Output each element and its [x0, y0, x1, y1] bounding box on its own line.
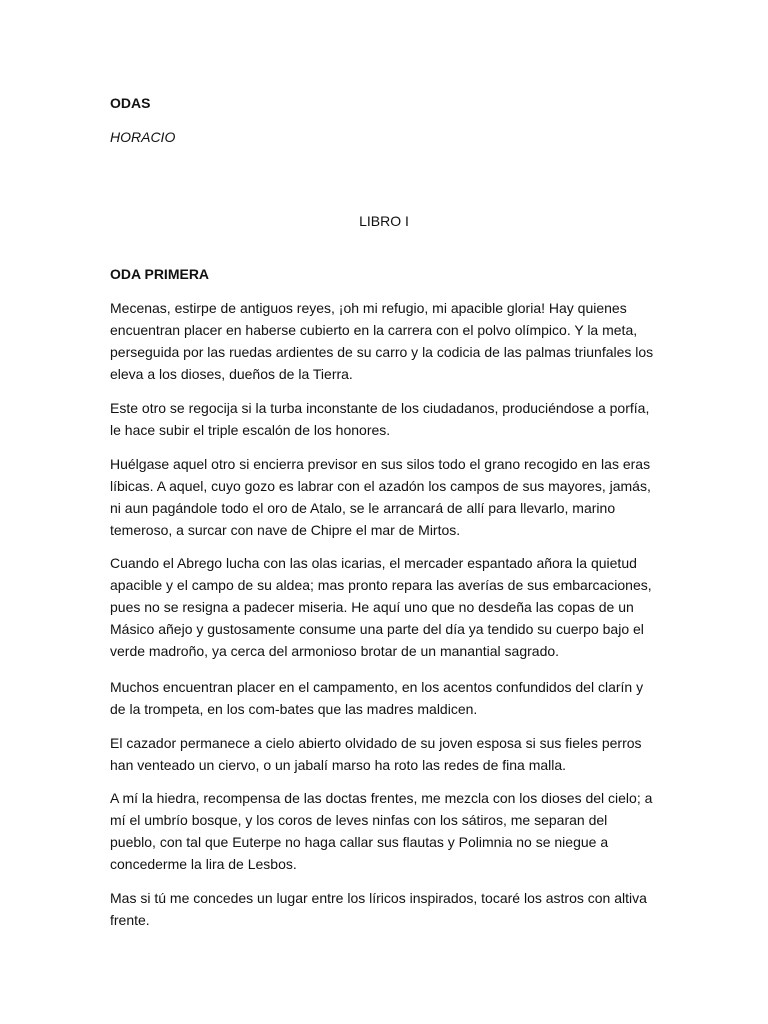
paragraph: Cuando el Abrego lucha con las olas icarias, el mercader espantado añora la quietud apacible y el campo de su aldea; mas pronto repara las averías de sus embarcaciones, pues no se resigna a padecer miseria. He aquí uno que no desdeña las copas de un Másico añejo y gustosamente consume una parte del día ya tendido su cuerpo bajo el verde madroño, ya cerca del armonioso brotar de un manantial sagrado.	[110, 555, 652, 659]
ode-heading: ODA PRIMERA	[110, 266, 210, 282]
paragraph: Este otro se regocija si la turba inconstante de los ciudadanos, produciéndose a porfía, le hace subir el triple escalón de los honores.	[110, 400, 650, 438]
paragraph: Mecenas, estirpe de antiguos reyes, ¡oh mi refugio, mi apacible gloria! Hay quienes encuentran placer en haberse cubierto en la carrera con el polvo olímpico. Y la meta, perseguida por las ruedas ardientes de su carro y la codicia de las palmas triunfales los eleva a los dioses, dueños de la Tierra.	[110, 300, 654, 382]
book-heading: LIBRO I	[359, 213, 409, 229]
document-title: ODAS	[110, 95, 151, 111]
paragraph: El cazador permanece a cielo abierto olvidado de su joven esposa si sus fieles perros han venteado un ciervo, o un jabalí marso ha roto las redes de fina malla.	[110, 735, 642, 773]
paragraph: Mas si tú me concedes un lugar entre los líricos inspirados, tocaré los astros con altiva frente.	[110, 890, 647, 928]
paragraph: A mí la hiedra, recompensa de las doctas frentes, me mezcla con los dioses del cielo; a mí el umbrío bosque, y los coros de leves ninfas con los sátiros, me separan del pueblo, con tal que Euterpe no haga callar sus flautas y Polimnia no se niegue a concederme la lira de Lesbos.	[110, 790, 653, 872]
document-author: HORACIO	[110, 129, 176, 145]
paragraph: Huélgase aquel otro si encierra previsor en sus silos todo el grano recogido en las eras líbicas. A aquel, cuyo gozo es labrar con el azadón los campos de sus mayores, jamás, ni aun pagándole todo el oro de Atalo, se le arrancará de allí para llevarlo, marino temeroso, a surcar con nave de Chipre el mar de Mirtos.	[110, 456, 651, 538]
paragraph: Muchos encuentran placer en el campamento, en los acentos confundidos del clarín y de la trompeta, en los com-bates que las madres maldicen.	[110, 679, 644, 717]
